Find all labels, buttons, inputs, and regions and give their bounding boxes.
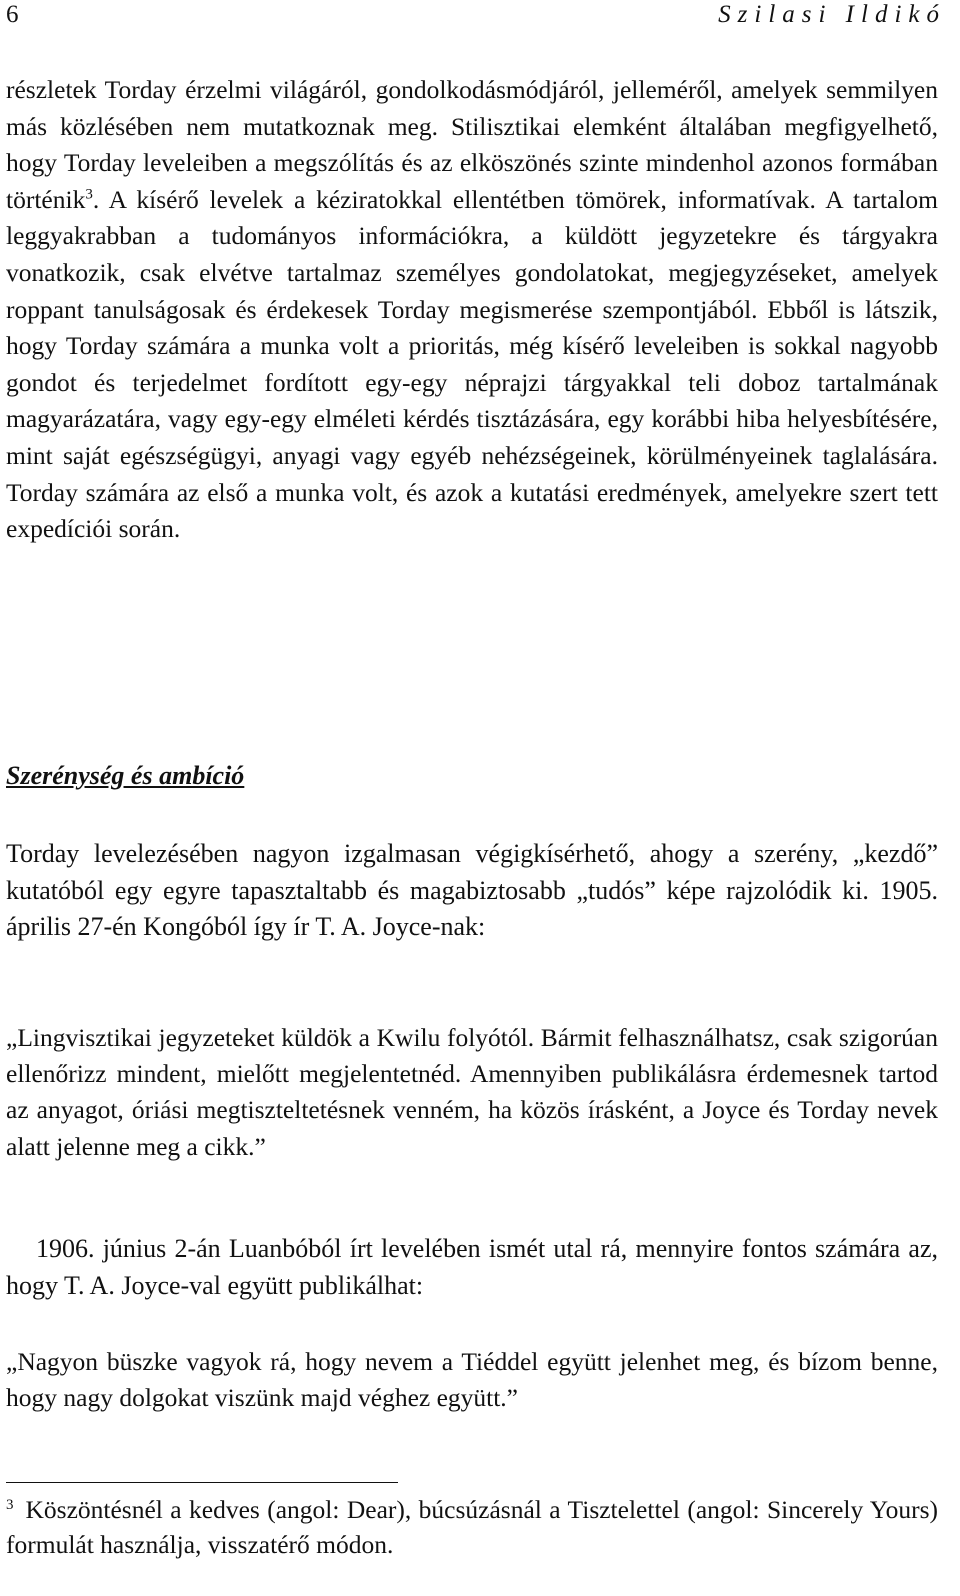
- page-number: 6: [6, 1, 19, 28]
- body-paragraph-3: 1906. június 2-án Luanbóból írt levelében ismét utal rá, mennyire fontos számára az, hogy T. A. Joyce-val együtt publikálhat:: [6, 1234, 938, 1300]
- footnote-text: Köszöntésnél a kedves (angol: Dear), búcsúzásnál a Tisztelettel (angol: Sincerely Yours) formulát használja, visszatérő módon.: [6, 1495, 938, 1559]
- footnote-reference[interactable]: 3: [85, 186, 93, 203]
- paragraph-1-text-a: részletek Torday érzelmi világáról, gondolkodásmódjáról, jelleméről, amelyek semmilyen más közlésében nem mutatkoznak meg. Stilisztikai elemként általában megfigyelhető, hogy Torday leveleiben a megszólítás és az elköszönés szinte mindenhol azonos formában történik: [6, 75, 938, 214]
- running-title: Szilasi Ildikó: [718, 1, 946, 28]
- body-paragraph-2: Torday levelezésében nagyon izgalmasan végigkísérhető, ahogy a szerény, „kezdő” kutatóból egy egyre tapasztaltabb és magabiztosabb „tudós” képe rajzolódik ki. 1905. április 27-én Kongóból így ír T. A. Joyce-nak:: [6, 839, 938, 942]
- paragraph-1-text-b: . A kísérő levelek a kéziratokkal ellentétben tömörek, informatívak. A tartalom leggyakrabban a tudományos információkra, a küldött jegyzetekre és tárgyakra vonatkozik, csak elvétve tartalmaz személyes gondolatokat, megjegyzéseket, amelyek roppant tanulságosak és érdekesek Torday megismerése szempontjából. Ebből is látszik, hogy Torday számára a munka volt a prioritás, még kísérő leveleiben is sokkal nagyobb gondot és terjedelmet fordított egy-egy néprajzi tárgyakkal teli doboz tartalmának magyarázatára, vagy egy-egy elméleti kérdés tisztázására, egy korábbi hiba helyesbítésére, mint saját egészségügyi, anyagi vagy egyéb nehézségeinek, körülményeinek taglalására. Torday számára az első a munka volt, és azok a kutatási eredmények, amelyekre szert tett expedíciói során.: [6, 184, 938, 544]
- footnote-number: 3: [6, 1497, 14, 1513]
- page-header: [6, 0, 946, 36]
- body-paragraph-1: [6, 72, 938, 548]
- footnote: [6, 1492, 938, 1562]
- footnote-divider: [6, 1482, 398, 1483]
- block-quote-1: „Lingvisztikai jegyzeteket küldök a Kwilu folyótól. Bármit felhasználhatsz, csak szigorúan ellenőrizz mindent, mielőtt megjelentetnéd. Amennyiben publikálásra érdemesnek tartod az anyagot, óriási megtiszteltetésnek venném, ha közös írásként, a Joyce és Torday nevek alatt jelenne meg a cikk.”: [6, 1023, 938, 1161]
- block-quote-2: „Nagyon büszke vagyok rá, hogy nevem a Tiéddel együtt jelenhet meg, és bízom benne, hogy nagy dolgokat viszünk majd véghez együtt.”: [6, 1347, 938, 1413]
- section-heading: Szerénység és ambíció: [6, 761, 245, 790]
